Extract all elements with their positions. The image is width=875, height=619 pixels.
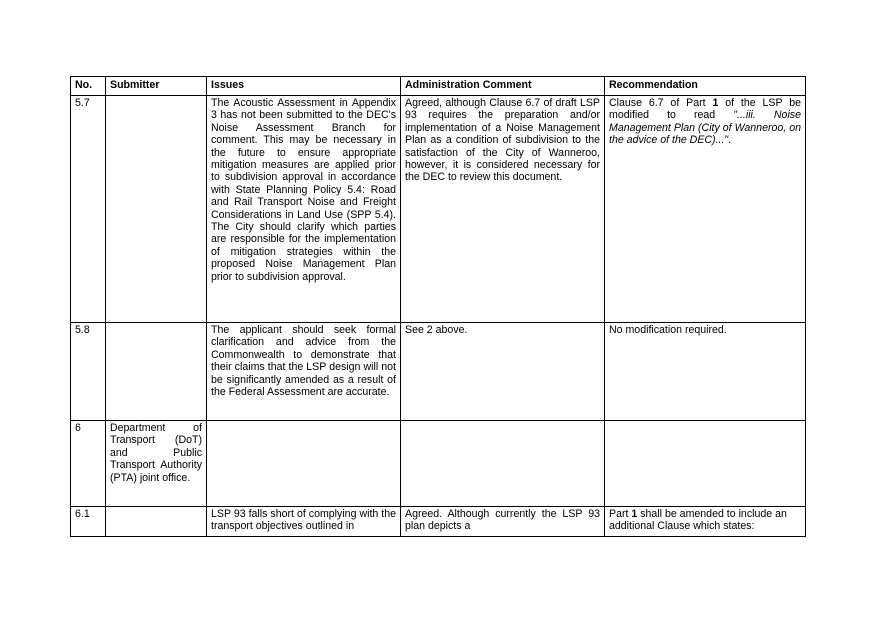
- cell-administration-comment: See 2 above.: [401, 323, 605, 421]
- cell-recommendation: [605, 421, 806, 507]
- table-row: [71, 421, 806, 507]
- cell-administration-comment: [401, 421, 605, 507]
- table-row: [71, 507, 806, 537]
- cell-administration-comment: Agreed, although Clause 6.7 of draft LSP 93 requires the preparation and/or implementation of a Noise Management Plan as a condition of subdivision to the satisfaction of the City of Wanneroo, however, it is considered necessary for the DEC to review this document.: [401, 96, 605, 323]
- recommendation-quote: "...iii. Noise Management Plan (City of Wanneroo, on the advice of the DEC)...": [609, 109, 801, 147]
- cell-recommendation: [605, 507, 806, 537]
- cell-issues: The applicant should seek formal clarification and advice from the Commonwealth to demonstrate that their claims that the LSP design will not be significantly amended as a result of the Federal Assessment are accurate.: [207, 323, 401, 421]
- cell-no: 5.8: [71, 323, 106, 421]
- header-issues: Issues: [207, 77, 401, 96]
- cell-submitter: [106, 507, 207, 537]
- header-no: No.: [71, 77, 106, 96]
- cell-no: 5.7: [71, 96, 106, 323]
- cell-no: 6.1: [71, 507, 106, 537]
- header-submitter: Submitter: [106, 77, 207, 96]
- recommendation-part-number: 1: [712, 97, 719, 109]
- cell-submitter: [106, 96, 207, 323]
- recommendation-part-number: 1: [631, 508, 638, 520]
- cell-recommendation: [605, 96, 806, 323]
- table-row: [71, 96, 806, 323]
- recommendation-text: Part: [609, 508, 632, 520]
- recommendation-text: shall be amended to include an additional Clause which states:: [609, 508, 787, 533]
- table-row: [71, 323, 806, 421]
- cell-submitter: Department of Transport (DoT) and Public Transport Authority (PTA) joint office.: [106, 421, 207, 507]
- cell-issues: The Acoustic Assessment in Appendix 3 has not been submitted to the DEC's Noise Assessment Branch for comment. This may be necessary in the future to ensure appropriate mitigation measures are applied prior to subdivision approval in accordance with State Planning Policy 5.4: Road and Rail Transport Noise and Freight Considerations in Land Use (SPP 5.4). The City should clarify which parties are responsible for the implementation of mitigation strategies within the proposed Noise Management Plan prior to subdivision approval.: [207, 96, 401, 323]
- submissions-table: [70, 76, 806, 537]
- recommendation-text: of the LSP be modified to read: [609, 97, 801, 122]
- cell-no: 6: [71, 421, 106, 507]
- cell-issues: LSP 93 falls short of complying with the transport objectives outlined in: [207, 507, 401, 537]
- header-recommendation: Recommendation: [605, 77, 806, 96]
- cell-issues: [207, 421, 401, 507]
- recommendation-text: Clause 6.7 of Part: [609, 97, 713, 109]
- header-administration-comment: Administration Comment: [401, 77, 605, 96]
- table-header-row: [71, 77, 806, 96]
- cell-recommendation: No modification required.: [605, 323, 806, 421]
- cell-administration-comment: Agreed. Although currently the LSP 93 plan depicts a: [401, 507, 605, 537]
- recommendation-text: .: [728, 134, 732, 147]
- cell-submitter: [106, 323, 207, 421]
